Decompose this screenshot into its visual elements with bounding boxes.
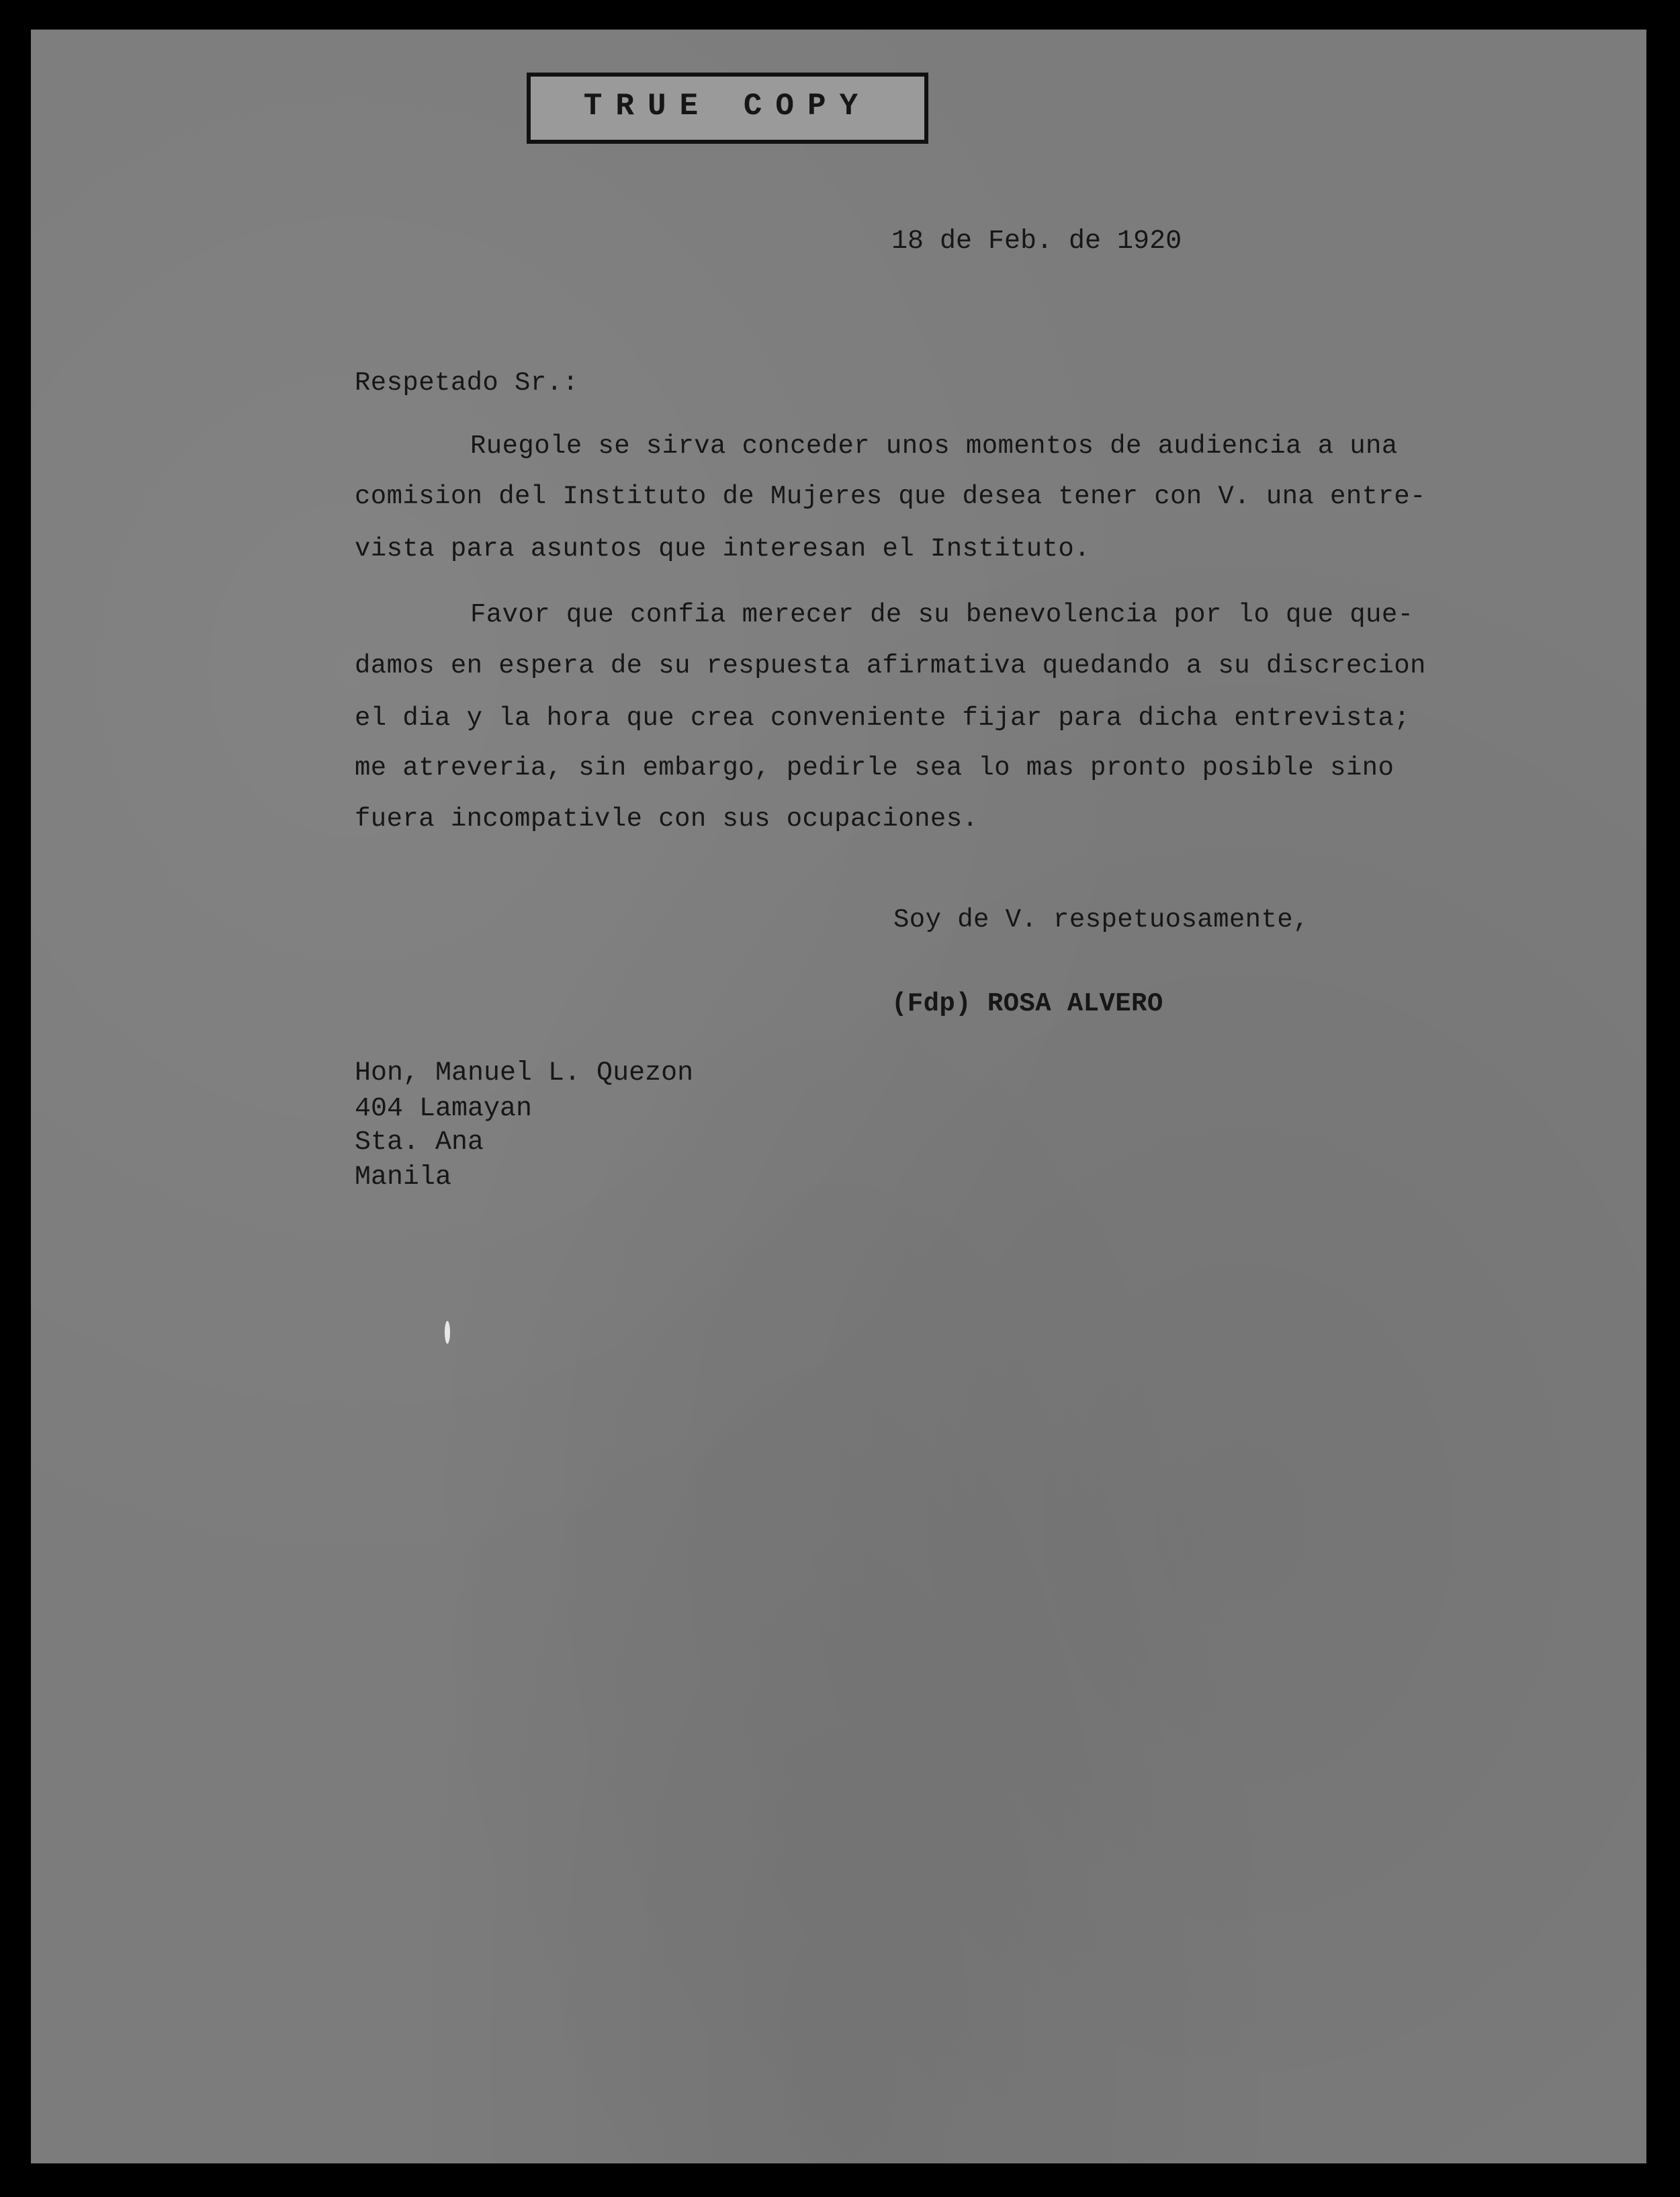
paper-speck bbox=[445, 1321, 450, 1344]
paragraph-1-line-3: vista para asuntos que interesan el Instituto. bbox=[355, 534, 1090, 564]
signature-line: (Fdp) ROSA ALVERO bbox=[891, 989, 1163, 1019]
paragraph-2-line-3: el dia y la hora que crea conveniente fijar para dicha entrevista; bbox=[355, 703, 1411, 733]
document-page bbox=[31, 30, 1646, 2163]
address-line-1: Hon, Manuel L. Quezon bbox=[355, 1058, 694, 1088]
paragraph-2-line-2: damos en espera de su respuesta afirmativa quedando a su discrecion bbox=[355, 651, 1426, 681]
address-line-4: Manila bbox=[355, 1162, 452, 1193]
paragraph-1-line-2: comision del Instituto de Mujeres que desea tener con V. una entre- bbox=[355, 482, 1426, 511]
paragraph-2-line-4: me atreveria, sin embargo, pedirle sea lo mas pronto posible sino bbox=[355, 753, 1395, 783]
address-line-2: 404 Lamayan bbox=[355, 1094, 533, 1124]
paragraph-2-line-5: fuera incompativle con sus ocupaciones. bbox=[355, 804, 979, 834]
true-copy-stamp bbox=[527, 73, 928, 144]
stamp-label: TRUE COPY bbox=[583, 89, 872, 124]
salutation: Respetado Sr.: bbox=[355, 368, 579, 398]
paragraph-1-line-1: Ruegole se sirva conceder unos momentos de audiencia a una bbox=[470, 431, 1398, 461]
paragraph-2-line-1: Favor que confia merecer de su benevolencia por lo que que- bbox=[470, 600, 1414, 630]
closing-line: Soy de V. respetuosamente, bbox=[893, 905, 1309, 935]
letter-date: 18 de Feb. de 1920 bbox=[891, 226, 1182, 257]
address-line-3: Sta. Ana bbox=[355, 1127, 484, 1158]
